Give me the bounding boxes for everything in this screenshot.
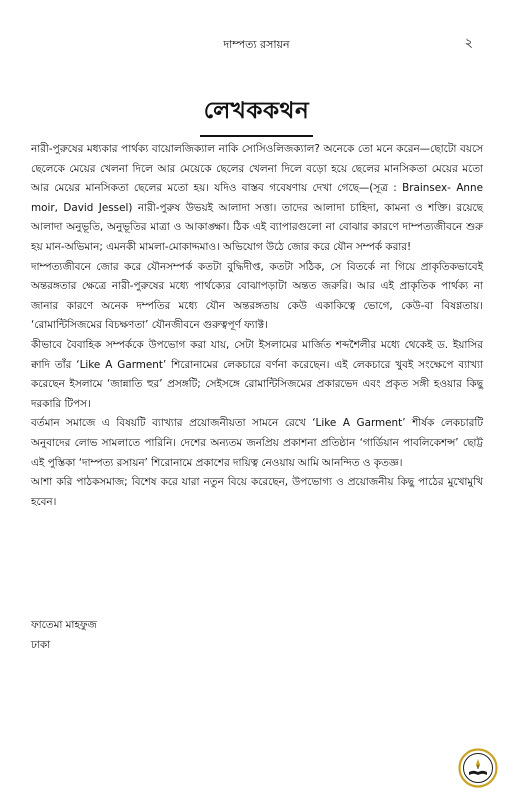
author-place: ঢাকা [31, 638, 51, 651]
paragraph-3: কীভাবে বৈবাহিক সম্পর্ককে উপভোগ করা যায়, সেটা ইসলামের মার্জিত শব্দশৈলীর মধ্যে থেকেই ড. ইয়াসির ক্বাদি তাঁর ‘Like A Garment’ শিরোনামের লেকচারে বর্ণনা করেছেন। এই লেকচারে খুবই সংক্ষেপে ব্যাখ্যা করেছেন ইসলামে ‘জান্নাতি হুর’ প্রসঙ্গটি; সেইসঙ্গে রোমান্টিসিজমের প্রকারভেদ এবং প্রকৃত সঙ্গী হওয়ার কিছু দরকারি টিপস। [31, 338, 483, 410]
paragraph-5: আশা করি পাঠকসমাজ; বিশেষ করে যারা নতুন বিয়ে করেছেন, উপভোগ্য ও প্রয়োজনীয় কিছু পাঠের মুখোমুখি হবেন। [31, 476, 483, 508]
running-title: দাম্পত্য রসায়ন [223, 38, 290, 51]
author-name: ফাতেমা মাহফুজ [31, 619, 97, 631]
paragraph-1: নারী-পুরুষের মধ্যকার পার্থক্য বায়োলজিক্যাল নাকি সোসিওলিজক্যাল? অনেকে তো মনে করেন—ছোটো বয়সে ছেলেকে মেয়ের খেলনা দিলে আর মেয়েকে ছেলের খেলনা দিলে বড়ো হয়ে ছেলের মানসিকতা মেয়ের মতো আর মেয়ের মানসিকতা ছেলের মতো হয়। যদিও বাস্তব গবেষণায় দেখা গেছে—(সূত্র : Brainsex- Anne moir, David Jessel) নারী-পুরুষ উভয়ই আলাদা সত্তা। তাদের আলাদা চাহিদা, কামনা ও শক্তি। রয়েছে আলাদা অনুভূতি, অনুভূতির মাত্রা ও আকাঙ্ক্ষা। ঠিক এই ব্যাপারগুলো না বোঝার কারণে দাম্পত্যজীবনে শুরু হয় মান-অভিমান; এমনকী মামলা-মোকাদ্দমাও। অভিযোগ উঠে জোর করে যৌন সম্পর্ক করার! [31, 143, 483, 253]
chapter-heading: লেখককথন [200, 92, 313, 137]
heading-wrapper [0, 92, 513, 137]
paragraph-4: বর্তমান সমাজে এ বিষয়টি ব্যাখ্যার প্রয়োজনীয়তা সামনে রেখে ‘Like A Garment’ শীর্ষক লেকচারটি অনুবাদের লোভ সামলাতে পারিনি। দেশের অন্যতম জনপ্রিয় প্রকাশনা প্রতিষ্ঠান ‘গার্ডিয়ান পাবলিকেশন্স’ ছোট্ট এই পুস্তিকা ‘দাম্পত্য রসায়ন’ শিরোনামে প্রকাশের দায়িত্ব নেওয়ায় আমি আনন্দিত ও কৃতজ্ঞ। [31, 417, 483, 469]
paragraph-2: দাম্পত্যজীবনে জোর করে যৌনসম্পর্ক কতটা বুদ্ধিদীপ্ত, কতটা সঠিক, সে বিতর্কে না গিয়ে প্রাকৃতিকভাবেই অন্তরঙ্গতার ক্ষেত্রে নারী-পুরুষের মধ্যে পার্থক্যের বোঝাপড়াটা অন্তত জরুরি। আর এই প্রাকৃতিক পার্থক্য না জানার কারণে অনেক দম্পতির মধ্যে যৌন অন্তরঙ্গতায় কেউ একাকিত্বে ভোগে, কেউ-বা বিষণ্ণতায়। ‘রোমান্টিসিজমের বিচক্ষণতা’ যৌনজীবনে গুরুত্বপূর্ণ ফ্যাক্ট। [31, 260, 483, 332]
signature-block [31, 616, 97, 655]
book-pen-emblem-icon [458, 748, 498, 788]
running-header [0, 34, 513, 54]
page-number: ২ [464, 36, 473, 51]
body-text [31, 140, 483, 512]
